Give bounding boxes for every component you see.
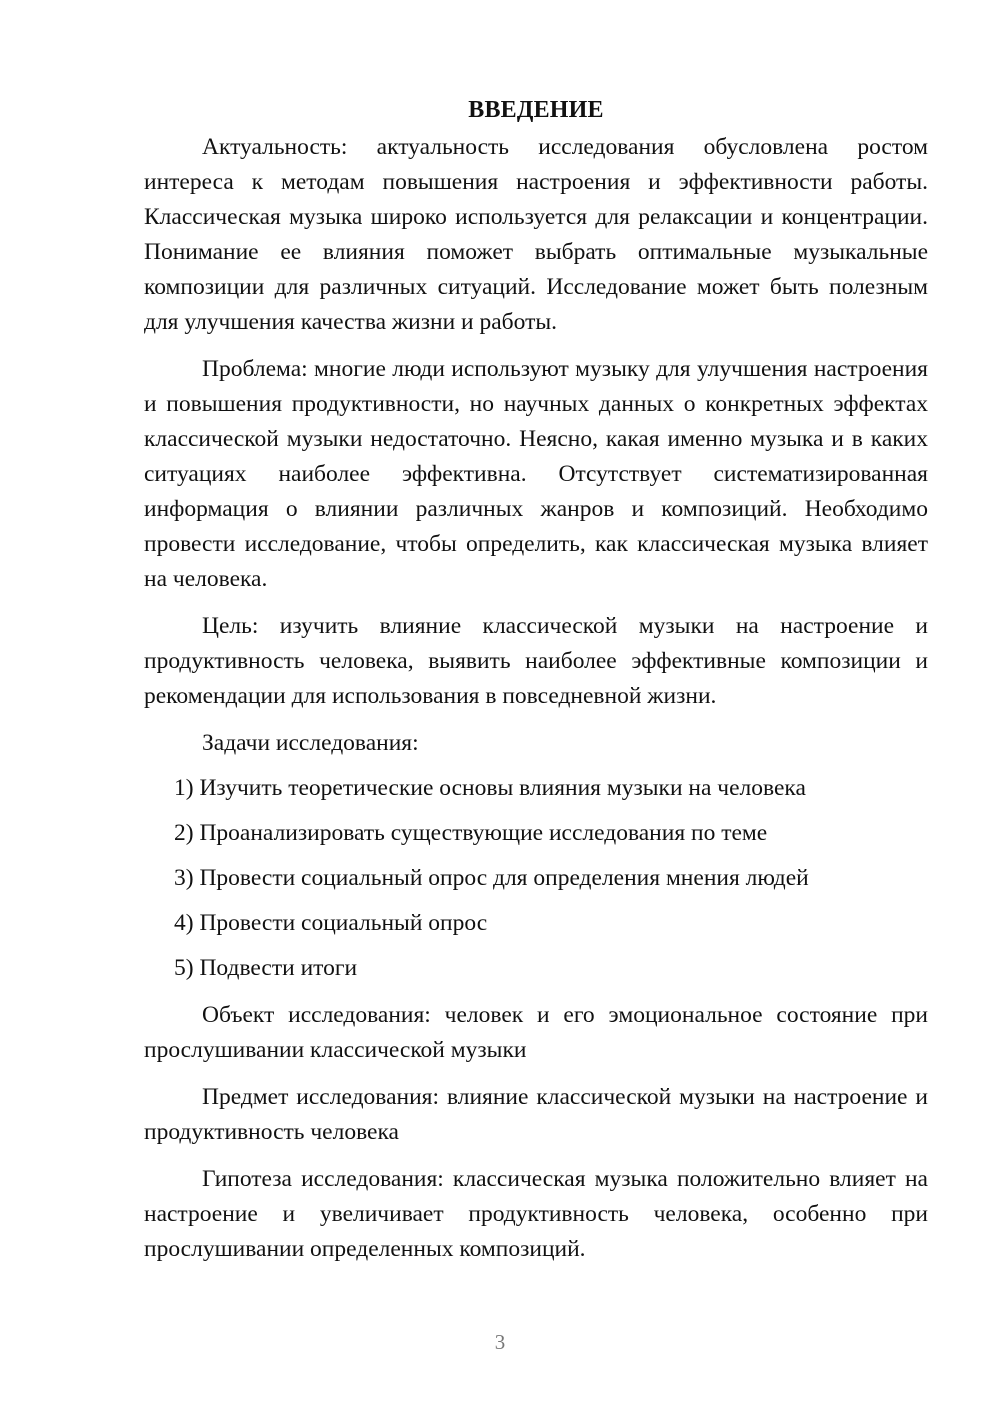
page-number: 3 xyxy=(494,1330,506,1354)
paragraph-goal: Цель: изучить влияние классической музыки на настроение и продуктивность человека, выявить наиболее эффективные композиции и рекомендации для использования в повседневной жизни. xyxy=(144,613,928,709)
task-item: 5) Подвести итоги xyxy=(174,955,358,981)
tasks-list xyxy=(144,771,928,986)
paragraph-hypothesis: Гипотеза исследования: классическая музыка положительно влияет на настроение и увеличивает продуктивность человека, особенно при прослушивании определенных композиций. xyxy=(144,1166,928,1262)
paragraph-problem: Проблема: многие люди используют музыку для улучшения настроения и повышения продуктивности, но научных данных о конкретных эффектах классической музыки недостаточно. Неясно, какая именно музыка и в каких ситуациях наиболее эффективна. Отсутствует систематизированная информация о влиянии различных жанров и композиций. Необходимо провести исследование, чтобы определить, как классическая музыка влияет на человека. xyxy=(144,356,928,592)
task-item: 1) Изучить теоретические основы влияния музыки на человека xyxy=(174,775,806,801)
tasks-heading: Задачи исследования: xyxy=(202,730,419,756)
task-item: 4) Провести социальный опрос xyxy=(174,910,488,936)
paragraph-relevance: Актуальность: актуальность исследования обусловлена ростом интереса к методам повышения настроения и эффективности работы. Классическая музыка широко используется для релаксации и концентрации. Понимание ее влияния поможет выбрать оптимальные музыкальные композиции для различных ситуаций. Исследование может быть полезным для улучшения качества жизни и работы. xyxy=(144,134,928,335)
task-item: 2) Проанализировать существующие исследования по теме xyxy=(174,820,768,846)
page-title: ВВЕДЕНИЕ xyxy=(468,97,604,123)
task-item: 3) Провести социальный опрос для определения мнения людей xyxy=(174,865,809,891)
paragraph-subject: Предмет исследования: влияние классической музыки на настроение и продуктивность человека xyxy=(144,1084,928,1145)
paragraph-object: Объект исследования: человек и его эмоциональное состояние при прослушивании классической музыки xyxy=(144,1002,928,1063)
page-content xyxy=(144,92,928,1279)
